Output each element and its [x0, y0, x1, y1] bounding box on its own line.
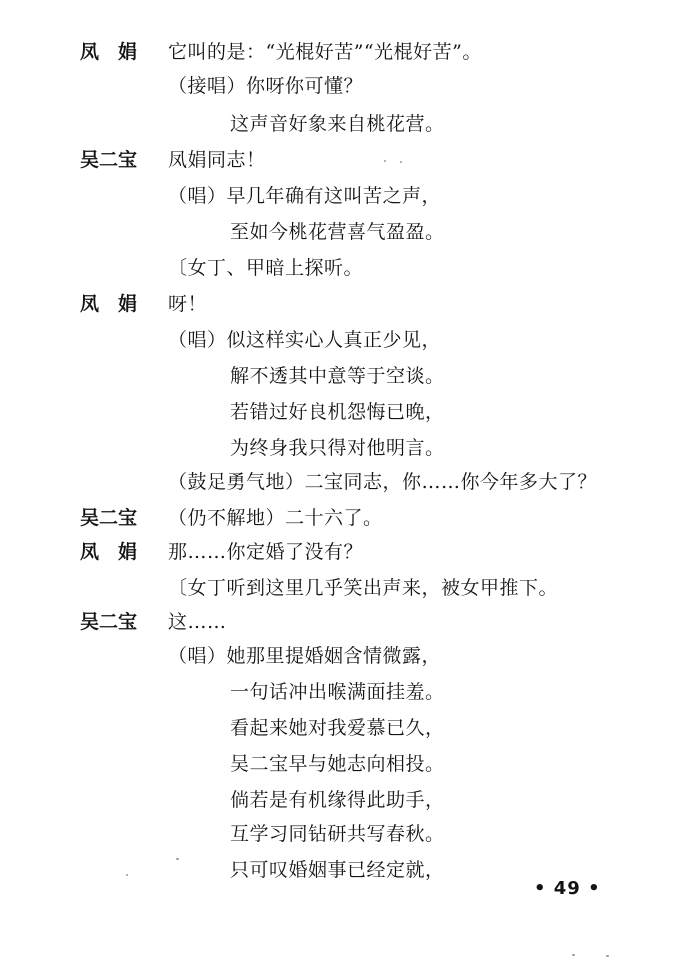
scan-speck — [126, 874, 128, 876]
script-line — [0, 748, 690, 780]
script-line — [0, 712, 690, 744]
script-line — [0, 502, 690, 534]
stage-or-sung-text: （唱）似这样实心人真正少见， — [168, 329, 442, 351]
stage-or-sung-text: （接唱）你呀你可懂？ — [168, 75, 364, 97]
scan-speck — [400, 161, 402, 163]
script-line — [0, 432, 690, 464]
script-line — [0, 252, 690, 284]
dialogue-text: 它叫的是：“光棍好苦”“光棍好苦”。 — [168, 41, 482, 63]
speaker-name: 凤 娟 — [80, 541, 138, 563]
script-line — [0, 640, 690, 672]
script-line — [0, 36, 690, 68]
speaker-name: 吴二宝 — [80, 149, 138, 171]
script-line — [0, 144, 690, 176]
dialogue-text: 呀！ — [168, 293, 208, 315]
script-line — [0, 466, 690, 498]
script-line — [0, 108, 690, 140]
dialogue-text: （仍不解地）二十六了。 — [168, 507, 383, 529]
script-line — [0, 572, 690, 604]
verse-text: 看起来她对我爱慕已久， — [230, 717, 445, 739]
verse-text: 只可叹婚姻事已经定就， — [230, 859, 445, 881]
verse-text: 互学习同钻研共写春秋。 — [230, 823, 445, 845]
verse-text: 为终身我只得对他明言。 — [230, 437, 445, 459]
script-line — [0, 606, 690, 638]
verse-text: 一句话冲出喉满面挂羞。 — [230, 681, 445, 703]
dialogue-text: 凤娟同志！ — [168, 149, 266, 171]
verse-text: 至如今桃花营喜气盈盈。 — [230, 221, 445, 243]
verse-text: 这声音好象来自桃花营。 — [230, 113, 445, 135]
script-line — [0, 818, 690, 850]
speaker-name: 吴二宝 — [80, 611, 138, 633]
script-line — [0, 536, 690, 568]
verse-text: 解不透其中意等于空谈。 — [230, 365, 445, 387]
script-line — [0, 70, 690, 102]
scan-speck — [384, 160, 386, 162]
verse-text: 若错过好良机怨悔已晚， — [230, 401, 445, 423]
speaker-name: 吴二宝 — [80, 507, 138, 529]
script-line — [0, 288, 690, 320]
script-line — [0, 396, 690, 428]
dialogue-text: 这…… — [168, 611, 227, 633]
verse-text: 吴二宝早与她志向相投。 — [230, 753, 445, 775]
stage-or-sung-text: 〔女丁听到这里几乎笑出声来，被女甲推下。 — [168, 577, 559, 599]
verse-text: 倘若是有机缘得此助手， — [230, 789, 445, 811]
speaker-name: 凤 娟 — [80, 41, 138, 63]
stage-or-sung-text: （唱）早几年确有这叫苦之声， — [168, 185, 442, 207]
script-line — [0, 324, 690, 356]
script-line — [0, 216, 690, 248]
stage-or-sung-text: （鼓足勇气地）二宝同志，你……你今年多大了？ — [168, 471, 598, 493]
script-line — [0, 180, 690, 212]
speaker-name: 凤 娟 — [80, 293, 138, 315]
stage-or-sung-text: （唱）她那里提婚姻含情微露， — [168, 645, 442, 667]
script-line — [0, 676, 690, 708]
dialogue-text: 那……你定婚了没有？ — [168, 541, 364, 563]
script-line — [0, 784, 690, 816]
scan-speck — [176, 858, 179, 860]
scan-speck — [572, 954, 575, 956]
page-number: • 49 • — [534, 878, 601, 899]
scan-speck — [606, 955, 609, 957]
script-line — [0, 360, 690, 392]
stage-or-sung-text: 〔女丁、甲暗上探听。 — [168, 257, 364, 279]
